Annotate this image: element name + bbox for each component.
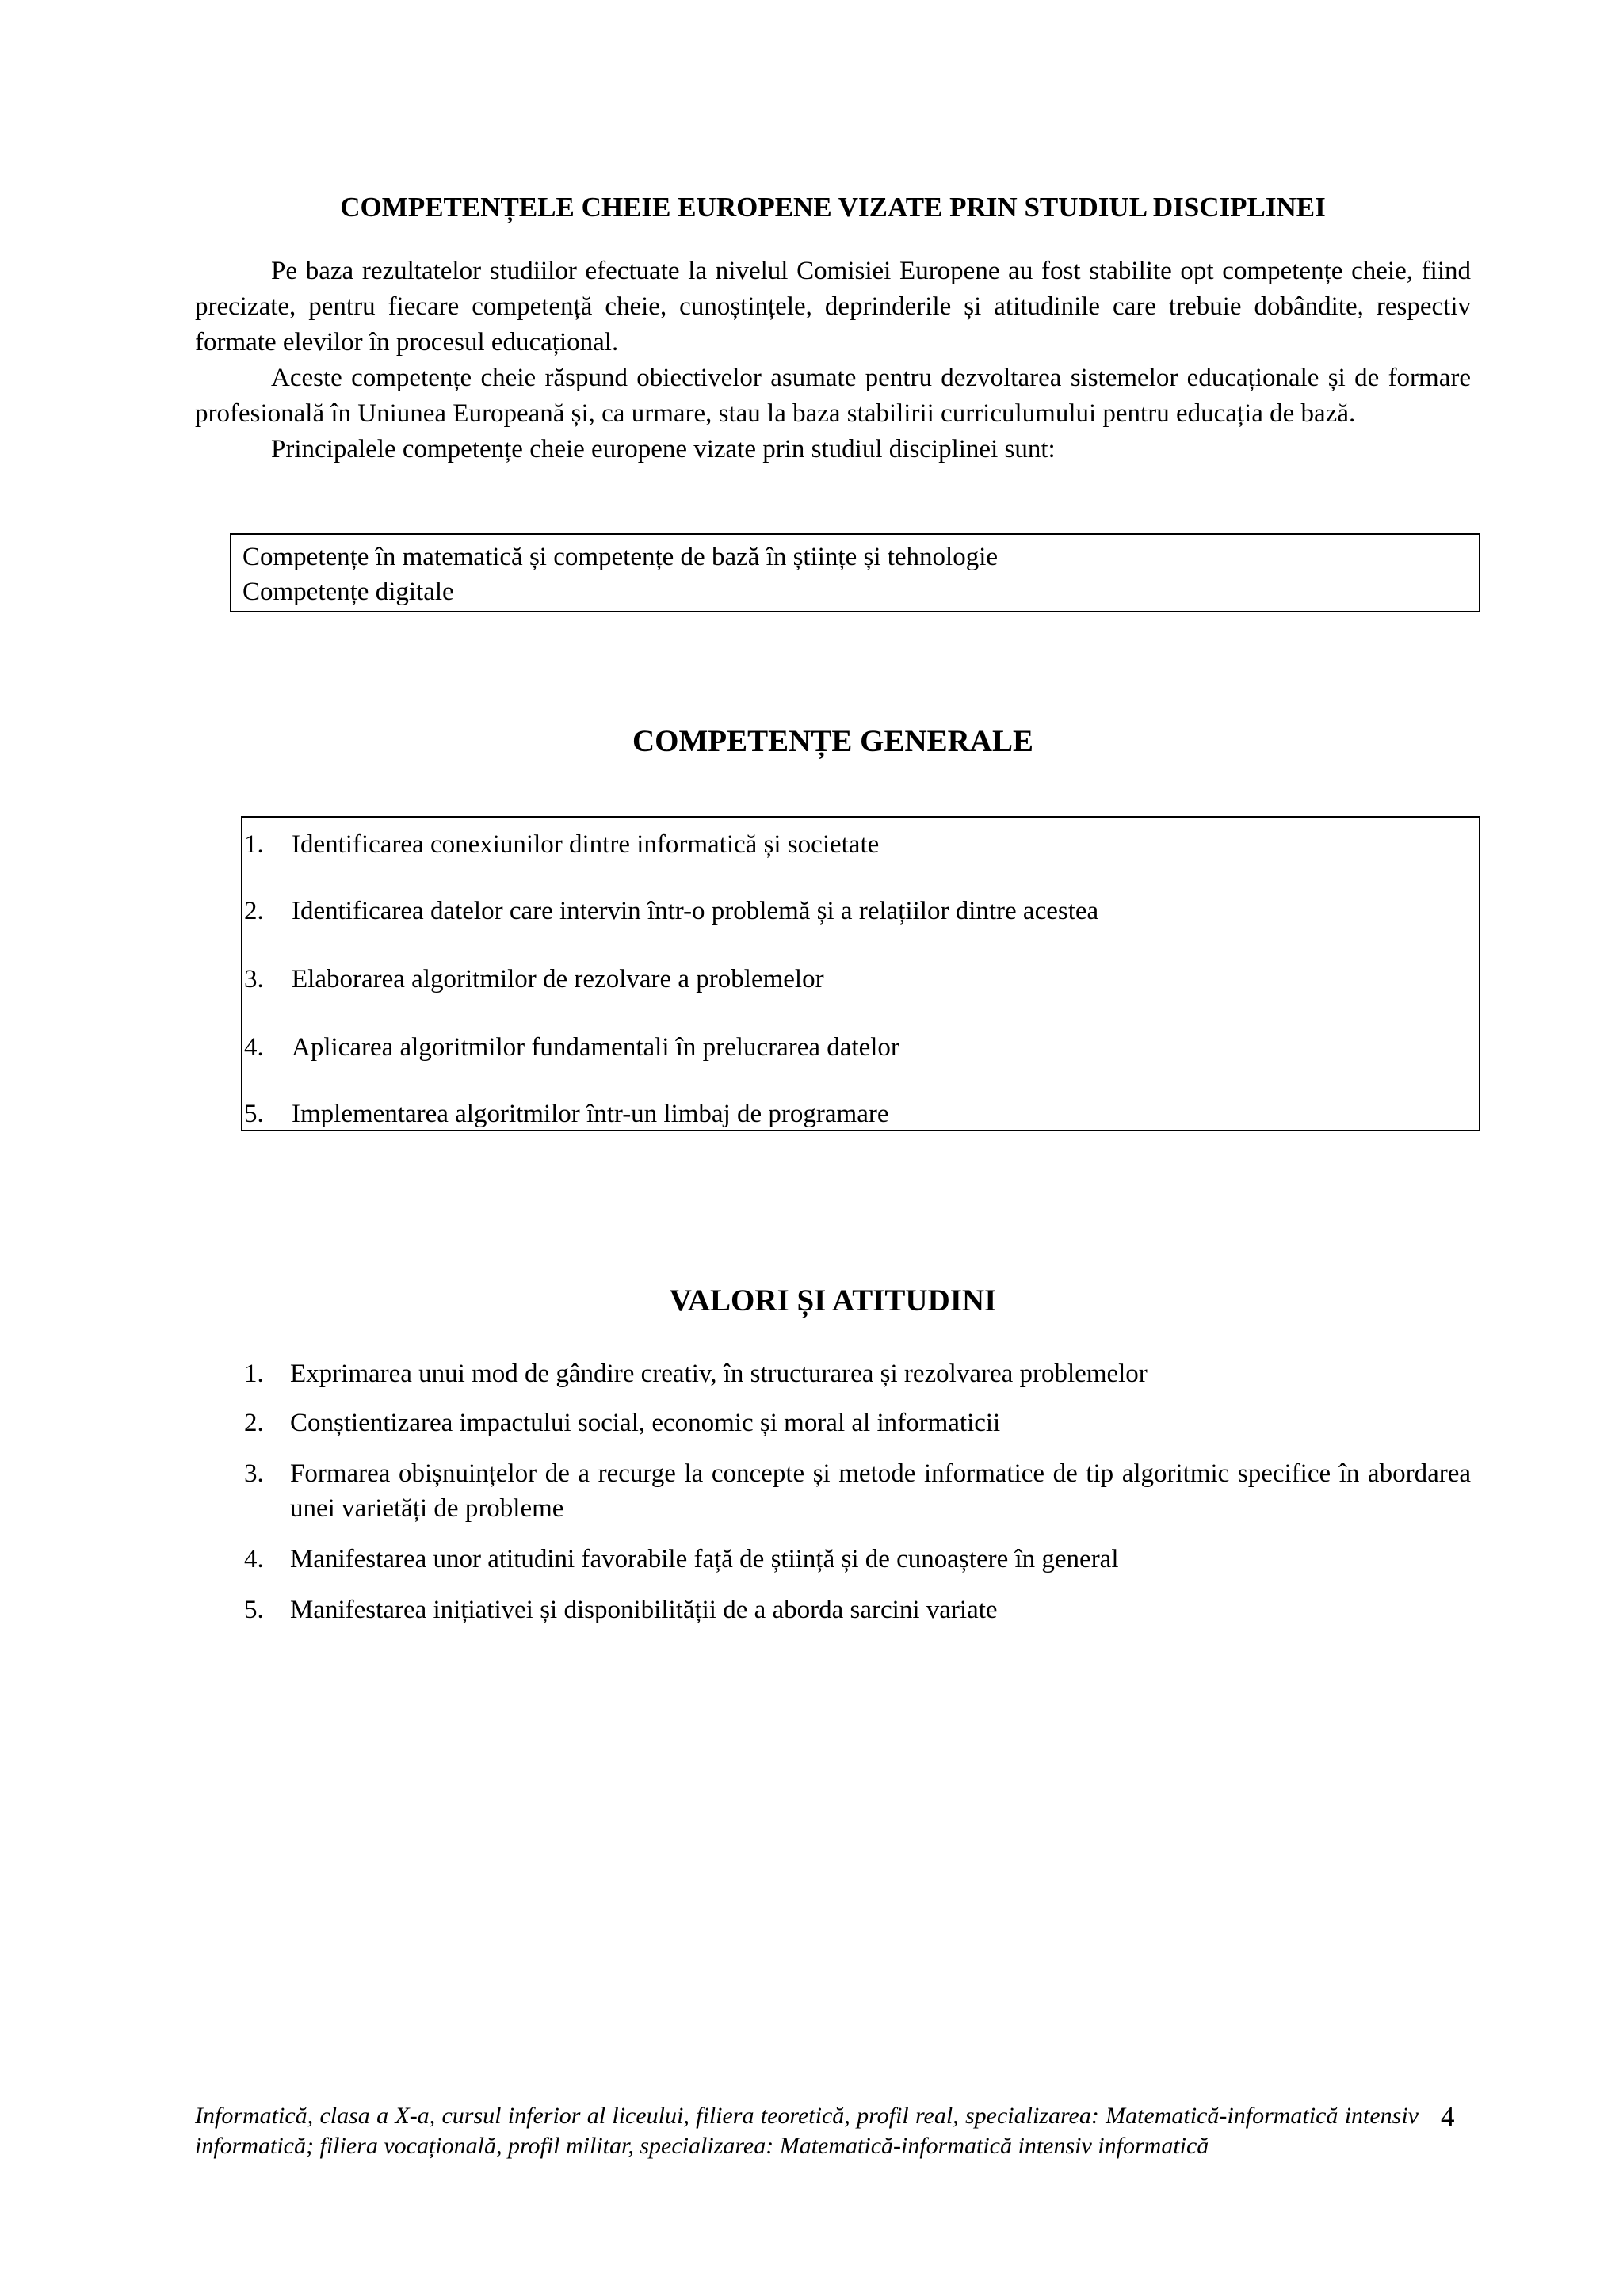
intro-paragraph: Principalele competențe cheie europene vizate prin studiul disciplinei sunt: xyxy=(271,435,1056,463)
page-number: 4 xyxy=(1441,2101,1455,2132)
item-text: Aplicarea algoritmilor fundamentali în prelucrarea datelor xyxy=(292,1033,899,1062)
item-number: 5. xyxy=(244,1596,264,1624)
item-number: 5. xyxy=(244,1100,264,1128)
item-text: Exprimarea unui mod de gândire creativ, în structurarea și rezolvarea problemelor xyxy=(290,1360,1148,1388)
item-number: 3. xyxy=(244,965,264,994)
item-text: Formarea obișnuințelor de a recurge la concepte și metode informatice de tip algoritmic specifice în abordarea unei varietăți de probleme xyxy=(290,1459,1471,1523)
intro-text xyxy=(195,254,1471,467)
values-heading: VALORI ȘI ATITUDINI xyxy=(669,1283,997,1318)
item-text: Conștientizarea impactului social, economic și moral al informaticii xyxy=(290,1409,1001,1437)
item-number: 2. xyxy=(244,1409,264,1437)
item-number: 3. xyxy=(244,1459,264,1488)
general-competences-box xyxy=(241,816,1480,1131)
item-number: 4. xyxy=(244,1545,264,1573)
key-competences-box xyxy=(230,533,1480,612)
intro-paragraph: Pe baza rezultatelor studiilor efectuate la nivelul Comisiei Europene au fost stabilite opt competențe cheie, fiind precizate, pentru fiecare competență cheie, cunoștințele, deprinderile și atitudinile care trebuie dobândite, respectiv formate elevilor în procesul educațional. xyxy=(195,257,1471,357)
item-number: 1. xyxy=(244,1360,264,1388)
item-number: 1. xyxy=(244,830,264,859)
item-text: Manifestarea inițiativei și disponibilității de a aborda sarcini variate xyxy=(290,1596,998,1624)
item-text: Identificarea datelor care intervin într-o problemă și a relațiilor dintre acestea xyxy=(292,897,1099,925)
item-text: Manifestarea unor atitudini favorabile față de știință și de cunoaștere în general xyxy=(290,1545,1119,1573)
page-footer: Informatică, clasa a X-a, cursul inferior al liceului, filiera teoretică, profil real, specializarea: Matematică-informatică intensiv informatică; filiera vocațională, profil militar, specializarea: Matematică-informatică intensiv informatică xyxy=(195,2103,1419,2159)
item-text: Elaborarea algoritmilor de rezolvare a problemelor xyxy=(292,965,824,994)
general-competences-heading: COMPETENȚE GENERALE xyxy=(632,724,1033,758)
key-competence-item: Competențe digitale xyxy=(242,578,454,606)
item-text: Identificarea conexiunilor dintre informatică și societate xyxy=(292,830,880,859)
key-competences-heading: COMPETENȚELE CHEIE EUROPENE VIZATE PRIN STUDIUL DISCIPLINEI xyxy=(340,192,1326,223)
item-number: 4. xyxy=(244,1033,264,1062)
item-number: 2. xyxy=(244,897,264,925)
intro-paragraph: Aceste competențe cheie răspund obiectivelor asumate pentru dezvoltarea sistemelor educaționale și de formare profesională în Uniunea Europeană și, ca urmare, stau la baza stabilirii curriculumului pentru educația de bază. xyxy=(195,364,1471,428)
item-text: Implementarea algoritmilor într-un limbaj de programare xyxy=(292,1100,889,1128)
key-competence-item: Competențe în matematică și competențe de bază în științe și tehnologie xyxy=(242,543,999,571)
